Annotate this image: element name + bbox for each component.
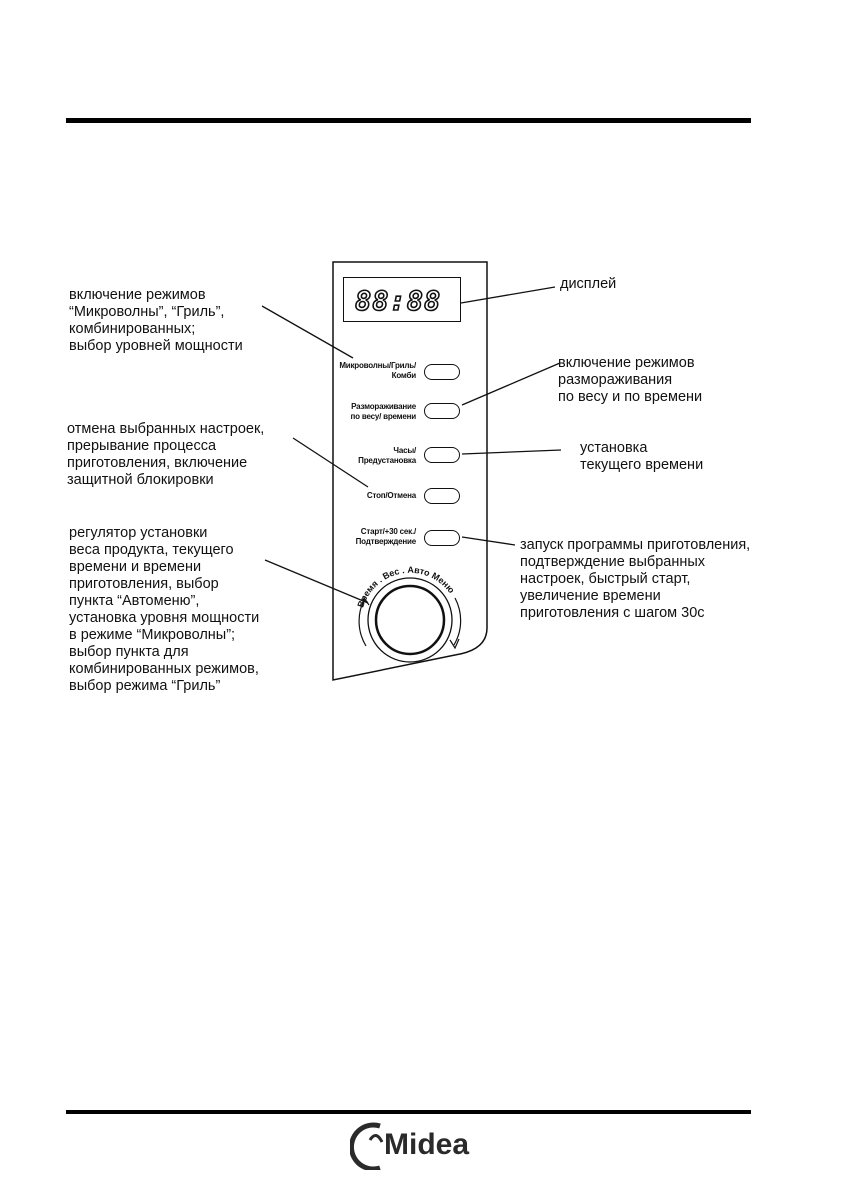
- leader-mode-select: [262, 306, 353, 358]
- button-label-mode: Микроволны/Гриль/ Комби: [339, 361, 416, 380]
- button-label-defrost: Размораживание по весу/ времени: [350, 402, 416, 421]
- mode-button[interactable]: [424, 364, 460, 380]
- annotation-mode-select: включение режимов “Микроволны”, “Гриль”, комбинированных; выбор уровней мощности: [69, 287, 243, 354]
- knob-dial: [376, 586, 444, 654]
- bottom-rule: [66, 1110, 751, 1114]
- annotation-defrost: включение режимов размораживания по весу и по времени: [558, 355, 703, 405]
- annotation-display: дисплей: [560, 276, 617, 292]
- leader-start: [462, 537, 515, 545]
- button-label-start: Старт/+30 сек./ Подтверждение: [355, 527, 416, 546]
- stop-cancel-button[interactable]: [424, 488, 460, 504]
- clock-button[interactable]: [424, 447, 460, 463]
- annotation-stop-cancel: отмена выбранных настроек, прерывание процесса приготовления, включение защитной блокировки: [67, 421, 265, 488]
- knob-label: Время . Вес . Авто Меню: [355, 564, 457, 609]
- annotation-knob: регулятор установки веса продукта, текущего времени и времени приготовления, выбор пункта “Автоменю”, установка уровня мощности в режиме “Микроволны”; выбор пункта для комбинированных режимов, выбор режима “Гриль”: [69, 525, 260, 694]
- annotation-clock: установка текущего времени: [580, 440, 704, 473]
- leader-defrost: [462, 363, 560, 405]
- button-label-clock: Часы/ Предустановка: [358, 446, 416, 465]
- defrost-button[interactable]: [424, 403, 460, 419]
- leader-knob: [265, 560, 368, 603]
- brand-name: Midea: [384, 1128, 470, 1161]
- leader-display: [461, 287, 555, 303]
- knob-arrow-right-icon: [454, 598, 461, 645]
- leader-clock: [462, 450, 561, 454]
- annotation-start: запуск программы приготовления, подтверждение выбранных настроек, быстрый старт, увеличение времени приготовления с шагом 30с: [520, 537, 751, 621]
- display-digits: 88:88: [355, 286, 442, 317]
- start-button[interactable]: [424, 530, 460, 546]
- button-label-stop: Стоп/Отмена: [366, 491, 416, 500]
